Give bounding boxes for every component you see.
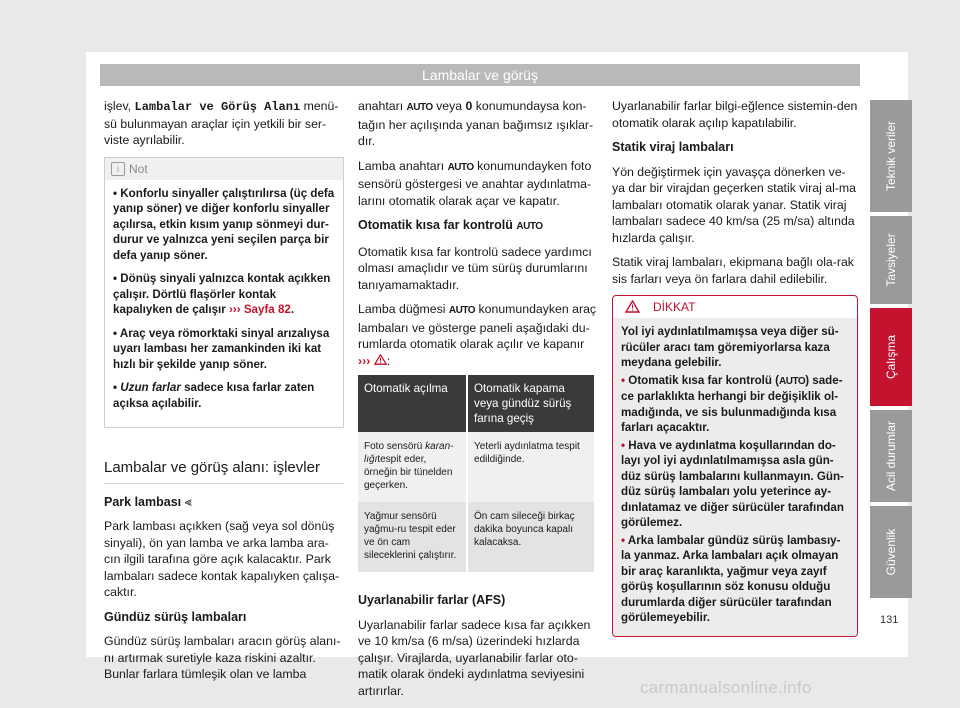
warning-bullet-3 <box>621 533 849 626</box>
section-title: Lambalar ve görüş alanı: işlevler <box>104 460 344 484</box>
auto-icon: AUTO <box>516 221 543 232</box>
auto-icon: AUTO <box>779 375 806 387</box>
tab-calisma[interactable] <box>870 308 912 406</box>
table-cell: Ön cam sileceği birkaç dakika boyunca kapalı kalacaksa. <box>467 502 595 572</box>
bullet-dot: • <box>621 438 626 452</box>
table-row <box>358 502 595 572</box>
reference-link[interactable]: ››› <box>358 353 371 368</box>
mid-paragraph-3: Otomatik kısa far kontrolü sadece yardımcı olması amaçlıdır ve tüm sürüş durumlarını tanıyamamaktadır. <box>358 244 592 292</box>
park-light-icon: ⫷ <box>184 494 192 509</box>
park-title-text: Park lambası <box>104 494 185 509</box>
afs-text: Uyarlanabilir farlar sadece kısa far açıkken ve 10 km/sa (6 m/sa) üzerindeki hızlarda çalışır. Virajlarda, uyarlanabilir farlar oto-matik olarak öndeki aydınlatma seviyesini artırırlar. <box>358 617 591 698</box>
bullet-dot: • <box>113 272 118 285</box>
info-icon: i <box>111 162 125 176</box>
right-column <box>612 98 858 637</box>
auto-icon: AUTO <box>406 102 433 113</box>
bullet-dot: • <box>113 186 118 200</box>
menu-name: Lambalar ve Görüş Alanı <box>134 100 301 114</box>
tab-label: Çalışma <box>884 334 898 380</box>
right-paragraph-1: Uyarlanabilir farlar bilgi-eğlence sistemin-den otomatik olarak açılıp kapatılabilir. <box>612 99 858 130</box>
warning-text: Hava ve aydınlatma koşullarından do-layı yol iyi aydınlatılmamışsa asla gün-düz sürüş lambalarını kullanmayın. Gün-düz sürüş lambaları yolu yeterince ay-dınlatamaz ve diğer sürücüler tarafından görülemez. <box>621 438 844 529</box>
chapter-tabs <box>870 100 912 602</box>
bullet-dot: • <box>113 326 118 340</box>
static-text-2: Statik viraj lambaları, ekipmana bağlı ola-rak sis farları veya ön farlara dahil edilebilir. <box>612 255 854 286</box>
page-number: 131 <box>880 614 899 626</box>
tab-label: Güvenlik <box>884 528 898 576</box>
tab-tavsiyeler[interactable] <box>870 216 912 304</box>
warning-text: Arka lambalar gündüz sürüş lambasıy-la yanmaz. Arka lambaları açık olmayan bir araç karanlıkta, yağmur veya zayıf görüş koşullarının söz konusu olduğu durumlarda diğer sürücüler tarafından görülemeyebilir. <box>621 533 841 624</box>
cell-text: tespit eder, örneğin bir tünelden geçerken. <box>364 454 453 491</box>
table-cell: Yağmur sensörü yağmu-ru tespit eder ve ön cam sileceklerini çalıştırır. <box>358 502 467 572</box>
note-bullet-text: Dönüş sinyali yalnızca kontak açıkken çalışır. Dörtlü flaşörler kontak kapalıyken de çalışır <box>113 272 331 316</box>
warning-box <box>612 295 858 637</box>
bullet-dot: • <box>621 373 626 387</box>
note-box <box>104 157 344 429</box>
warning-title: DİKKAT <box>653 300 696 314</box>
text: Lamba düğmesi <box>358 302 449 316</box>
static-title: Statik viraj lambaları <box>612 140 734 154</box>
auto-heading <box>358 217 598 236</box>
table-cell <box>358 432 467 502</box>
tab-guvenlik[interactable] <box>870 506 912 598</box>
left-column <box>104 98 344 691</box>
text: konumundaysa kon-tağın her açılışında yanan bağımsız ışıklar-dır. <box>358 99 594 148</box>
warning-body <box>613 318 857 636</box>
bullet-dot: • <box>621 533 626 547</box>
static-text-1: Yön değiştirmek için yavaşça dönerken ve-ya dar bir virajdan geçerken statik viraj al-ma lambaları otomatik olarak yanar. Statik viraj lambaları sadece 40 km/sa (25 m/sa) altında hızlarda çalışır. <box>612 164 856 245</box>
table-header: Otomatik kapama veya gündüz sürüş farına geçiş <box>467 375 595 432</box>
park-text: Park lambası açıkken (sağ veya sol dönüş sinyali), ön yan lamba ve arka lamba ara-cın ilgili tarafına göre açık kalacaktır. Park lambaları sadece kontak kapalıyken çalışa-caktır. <box>104 519 340 599</box>
text: konumundayken foto sensörü göstergesi ve anahtar aydınlatma-larını otomatik olarak açar ve kapatır. <box>358 158 592 208</box>
mid-paragraph-2 <box>358 158 598 210</box>
cell-text: Foto sensörü <box>364 441 426 452</box>
table-header: Otomatik açılma <box>358 375 467 432</box>
note-bullet-text: Araç veya römorktaki sinyal arızalıysa uyarı lambası her zamankinden iki kat hızlı bir şekilde yanıp söner. <box>113 326 330 371</box>
intro-paragraph <box>104 98 344 149</box>
mid-paragraph-4 <box>358 301 598 369</box>
warning-intro: Yol iyi aydınlatılmamışsa veya diğer sü-rücüler aracı tam göremiyorlarsa kaza meydana gelebilir. <box>621 325 839 369</box>
note-bullet-3 <box>113 326 335 373</box>
note-bullet-text: Konforlu sinyaller çalıştırılırsa (üç defa yanıp söner) ve diğer konforlu sinyaller açılırsa, etkin kısım yanıp sönmeyi dur-durur ve yalnızca yeni seçilen parça bir defa yanıp söner. <box>113 186 335 262</box>
note-bullet-4 <box>113 380 335 411</box>
text: : <box>386 353 391 368</box>
cell-italic: karan-lığı <box>364 441 454 465</box>
warning-icon <box>374 354 387 365</box>
table-cell: Yeterli aydınlatma tespit edildiğinde. <box>467 432 595 502</box>
bullet-dot: • <box>113 381 118 394</box>
note-title: Not <box>129 161 148 176</box>
auto-icon: AUTO <box>447 161 474 173</box>
drl-text: Gündüz sürüş lambaları aracın görüş alanı-nı artırmak suretiyle kaza riskini azaltır. Bunlar farlara tümleşik olan ve lamba <box>104 634 341 681</box>
mid-paragraph-1 <box>358 98 598 150</box>
text: anahtarı <box>358 99 407 113</box>
zero-icon: 0 <box>465 99 473 113</box>
text: veya <box>432 99 466 113</box>
tab-label: Tavsiyeler <box>884 233 898 287</box>
drl-title: Gündüz sürüş lambaları <box>104 609 247 624</box>
warning-icon <box>625 300 640 313</box>
warning-bullet-1 <box>621 373 849 436</box>
note-header <box>105 158 343 180</box>
note-italic: Uzun farlar <box>120 381 181 394</box>
text: Lamba anahtarı <box>358 158 448 173</box>
note-bullet-1 <box>113 186 335 264</box>
tab-label: Acil durumlar <box>884 420 898 492</box>
afs-title: Uyarlanabilir farlar (AFS) <box>358 593 506 607</box>
intro-pre: işlev, <box>104 99 135 113</box>
tab-teknik-veriler[interactable] <box>870 100 912 212</box>
auto-light-table <box>358 375 596 572</box>
table-row <box>358 432 595 502</box>
middle-column <box>358 98 598 707</box>
note-bullet-end: . <box>290 303 295 316</box>
watermark: carmanualsonline.info <box>640 678 812 697</box>
note-bullet-2 <box>113 271 335 318</box>
warning-bullet-2 <box>621 438 849 531</box>
text: konumundayken araç lambaları ve gösterge paneli aşağıdaki du-rumlarda otomatik olarak açılır ve kapanır <box>358 302 597 351</box>
tab-acil-durumlar[interactable] <box>870 410 912 502</box>
warning-text: Otomatik kısa far kontrolü ( <box>628 373 780 387</box>
page-header: Lambalar ve görüş <box>100 64 860 86</box>
note-bullet-text: sadece kısa farlar zaten açıksa açılabilir. <box>113 381 315 410</box>
warning-header <box>613 296 857 318</box>
auto-heading-text: Otomatik kısa far kontrolü <box>358 218 517 232</box>
intro-post: menü-sü bulunmayan araçlar için yetkili bir ser-viste ayrılabilir. <box>104 99 339 147</box>
page-link[interactable]: ››› Sayfa 82 <box>229 303 291 316</box>
warning-text: ) sade-ce parlaklıkta herhangi bir değişiklik ol-madığında, ve sis bulunmadığında kısa farları açacaktır. <box>621 373 843 434</box>
tab-label: Teknik veriler <box>884 120 898 192</box>
auto-icon: AUTO <box>448 305 476 316</box>
park-title <box>104 494 344 511</box>
